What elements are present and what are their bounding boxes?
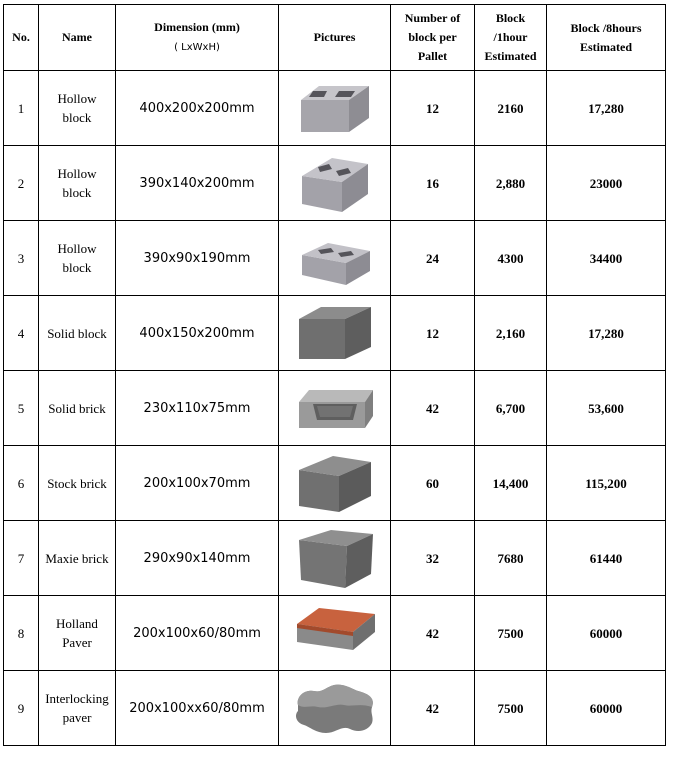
row-8hours: 60000 (547, 671, 666, 746)
header-no: No. (4, 5, 39, 71)
row-8hours: 60000 (547, 596, 666, 671)
row-hour: 7500 (475, 596, 547, 671)
row-8hours: 17,280 (547, 71, 666, 146)
maxie-brick-icon (295, 526, 375, 590)
header-per-pallet: Number of block per Pallet (391, 5, 475, 71)
row-name: Hollow block (39, 221, 116, 296)
row-no: 5 (4, 371, 39, 446)
row-pallet: 42 (391, 371, 475, 446)
table-row (4, 671, 666, 746)
row-name: Holland Paver (39, 596, 116, 671)
table-row (4, 446, 666, 521)
row-dimension: 390x90x190mm (116, 221, 279, 296)
row-hour: 7500 (475, 671, 547, 746)
row-pallet: 16 (391, 146, 475, 221)
row-picture (279, 446, 391, 521)
hollow-block-slim-icon (298, 229, 372, 287)
row-pallet: 60 (391, 446, 475, 521)
product-spec-table (3, 4, 666, 746)
row-hour: 14,400 (475, 446, 547, 521)
row-dimension: 200x100x60/80mm (116, 596, 279, 671)
row-hour: 6,700 (475, 371, 547, 446)
holland-paver-icon (293, 602, 377, 664)
table-row (4, 296, 666, 371)
row-no: 2 (4, 146, 39, 221)
row-name: Hollow block (39, 146, 116, 221)
row-dimension: 200x100x70mm (116, 446, 279, 521)
row-picture (279, 371, 391, 446)
row-8hours: 34400 (547, 221, 666, 296)
hollow-block-2core-icon (298, 152, 372, 214)
row-dimension: 290x90x140mm (116, 521, 279, 596)
stock-brick-icon (295, 452, 375, 514)
header-per-8hours: Block /8hours Estimated (547, 5, 666, 71)
row-picture (279, 596, 391, 671)
header-dimension (116, 5, 279, 71)
table-row (4, 221, 666, 296)
hollow-block-2core-icon (295, 78, 375, 138)
row-picture (279, 521, 391, 596)
row-8hours: 53,600 (547, 371, 666, 446)
row-pallet: 12 (391, 296, 475, 371)
row-no: 4 (4, 296, 39, 371)
row-no: 7 (4, 521, 39, 596)
table-header-row (4, 5, 666, 71)
row-8hours: 17,280 (547, 296, 666, 371)
row-no: 6 (4, 446, 39, 521)
header-per-hour: Block /1hour Estimated (475, 5, 547, 71)
row-name: Solid block (39, 296, 116, 371)
interlocking-paver-icon (292, 677, 378, 739)
row-hour: 2,880 (475, 146, 547, 221)
row-picture (279, 671, 391, 746)
table-row (4, 146, 666, 221)
row-no: 8 (4, 596, 39, 671)
header-pictures: Pictures (279, 5, 391, 71)
row-hour: 7680 (475, 521, 547, 596)
row-dimension: 400x150x200mm (116, 296, 279, 371)
row-dimension: 200x100xx60/80mm (116, 671, 279, 746)
row-8hours: 115,200 (547, 446, 666, 521)
solid-block-icon (295, 303, 375, 363)
row-pallet: 42 (391, 671, 475, 746)
header-name: Name (39, 5, 116, 71)
row-name: Solid brick (39, 371, 116, 446)
row-picture (279, 221, 391, 296)
row-hour: 2160 (475, 71, 547, 146)
row-dimension: 230x110x75mm (116, 371, 279, 446)
header-dimension-sub: ( LxWxH) (174, 42, 220, 53)
row-pallet: 32 (391, 521, 475, 596)
row-8hours: 61440 (547, 521, 666, 596)
row-name: Stock brick (39, 446, 116, 521)
row-pallet: 42 (391, 596, 475, 671)
row-name: Interlocking paver (39, 671, 116, 746)
row-no: 3 (4, 221, 39, 296)
row-8hours: 23000 (547, 146, 666, 221)
header-dimension-label: Dimension (mm) (154, 20, 240, 34)
table-row (4, 71, 666, 146)
table-row (4, 596, 666, 671)
row-pallet: 24 (391, 221, 475, 296)
row-picture (279, 146, 391, 221)
row-picture (279, 296, 391, 371)
row-no: 9 (4, 671, 39, 746)
row-name: Hollow block (39, 71, 116, 146)
row-no: 1 (4, 71, 39, 146)
row-hour: 4300 (475, 221, 547, 296)
row-name: Maxie brick (39, 521, 116, 596)
row-dimension: 390x140x200mm (116, 146, 279, 221)
row-picture (279, 71, 391, 146)
row-pallet: 12 (391, 71, 475, 146)
table-row (4, 521, 666, 596)
table-row (4, 371, 666, 446)
row-dimension: 400x200x200mm (116, 71, 279, 146)
solid-brick-frog-icon (295, 382, 375, 434)
row-hour: 2,160 (475, 296, 547, 371)
